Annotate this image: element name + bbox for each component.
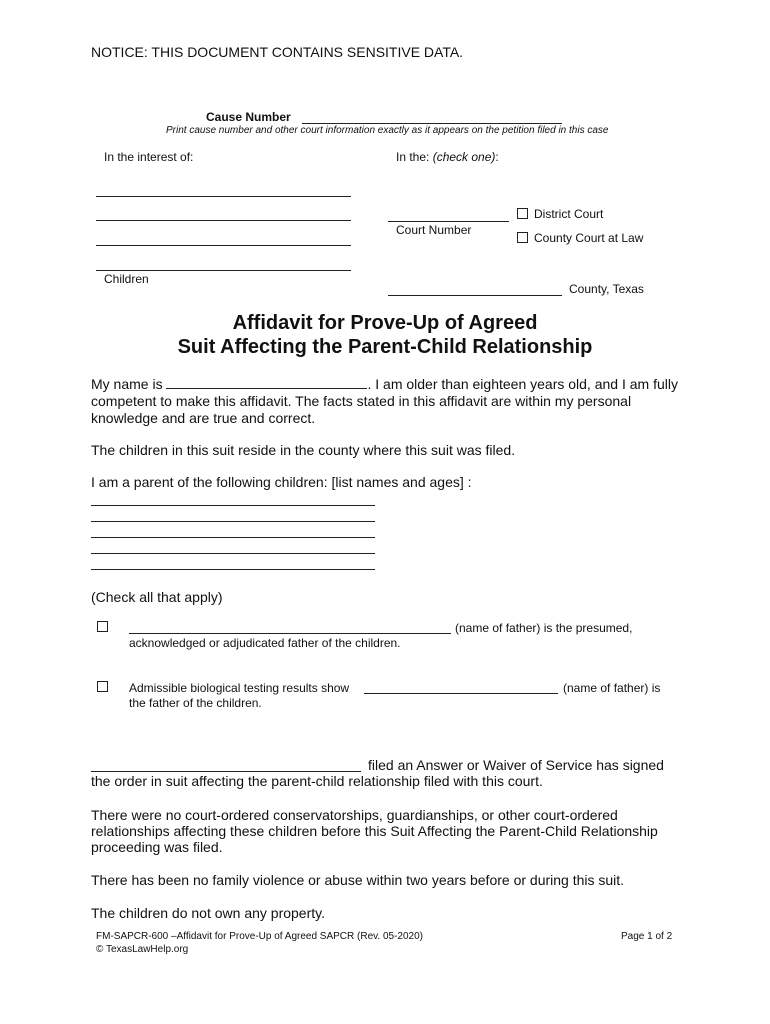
check-one-text: (check one): [432, 150, 496, 164]
parent-of-statement: I am a parent of the following children: [list names and ages] :: [91, 474, 472, 490]
cause-number-label: Cause Number: [206, 110, 291, 124]
district-court-checkbox[interactable]: [517, 208, 528, 219]
interest-of-line-4[interactable]: [96, 270, 351, 271]
answer-waiver-line-2: the order in suit affecting the parent-child relationship filed with this court.: [91, 773, 543, 789]
interest-of-line-3[interactable]: [96, 245, 351, 246]
biological-testing-checkbox[interactable]: [97, 681, 108, 692]
presumed-father-checkbox[interactable]: [97, 621, 108, 632]
child-name-line-2[interactable]: [91, 521, 375, 522]
name-prefix: My name is: [91, 376, 163, 392]
presumed-father-name-field[interactable]: [129, 633, 451, 634]
document-title-line-1: Affidavit for Prove-Up of Agreed: [232, 312, 538, 334]
in-the-text: In the:: [396, 150, 430, 164]
family-violence-statement: There has been no family violence or abuse within two years before or during this suit.: [91, 872, 625, 888]
property-statement: The children do not own any property.: [91, 905, 325, 921]
conservatorship-line-1: There were no court-ordered conservatorships, guardianships, or other court-ordered: [91, 807, 618, 823]
footer-form-id: FM-SAPCR-600 –Affidavit for Prove-Up of Agreed SAPCR (Rev. 05-2020): [96, 931, 423, 942]
in-the-label: [396, 150, 499, 164]
footer-page-number: Page 1 of 2: [621, 931, 673, 942]
biological-testing-suffix: (name of father) is: [563, 681, 661, 695]
child-name-line-1[interactable]: [91, 505, 375, 506]
biological-testing-line-2: the father of the children.: [129, 696, 262, 710]
name-sentence: [91, 376, 678, 392]
interest-of-line-2[interactable]: [96, 220, 351, 221]
cause-number-field[interactable]: [302, 123, 562, 124]
knowledge-line: knowledge and are true and correct.: [91, 410, 316, 426]
county-texas-label: County, Texas: [569, 282, 644, 296]
footer-copyright: © TexasLawHelp.org: [96, 944, 189, 955]
county-court-label: County Court at Law: [534, 231, 644, 245]
biological-testing-prefix: Admissible biological testing results show: [129, 681, 350, 695]
name-suffix: . I am older than eighteen years old, and I am fully: [367, 376, 678, 392]
county-name-field[interactable]: [388, 295, 562, 296]
child-name-line-5[interactable]: [91, 569, 375, 570]
county-court-checkbox[interactable]: [517, 232, 528, 243]
document-title-line-2: Suit Affecting the Parent-Child Relationship: [177, 336, 593, 358]
conservatorship-line-2: relationships affecting these children before this Suit Affecting the Parent-Child Relationship: [91, 823, 658, 839]
court-number-label: Court Number: [396, 223, 472, 237]
children-label: Children: [104, 272, 149, 286]
child-name-line-3[interactable]: [91, 537, 375, 538]
competence-line: competent to make this affidavit. The facts stated in this affidavit are within my personal: [91, 393, 632, 409]
court-number-field[interactable]: [388, 221, 509, 222]
biological-father-name-field[interactable]: [364, 693, 558, 694]
in-the-colon: :: [495, 150, 499, 164]
answer-waiver-suffix: filed an Answer or Waiver of Service has signed: [368, 757, 664, 773]
check-all-instruction: (Check all that apply): [91, 589, 223, 605]
interest-of-line-1[interactable]: [96, 196, 351, 197]
cause-number-instruction: Print cause number and other court information exactly as it appears on the petition filed in this case: [166, 125, 609, 136]
child-name-line-4[interactable]: [91, 553, 375, 554]
affiant-name-field[interactable]: [166, 376, 367, 389]
presumed-father-line-2: acknowledged or adjudicated father of the children.: [129, 636, 401, 650]
children-reside-statement: The children in this suit reside in the county where this suit was filed.: [91, 442, 516, 458]
conservatorship-line-3: proceeding was filed.: [91, 839, 223, 855]
sensitive-data-notice: NOTICE: THIS DOCUMENT CONTAINS SENSITIVE DATA.: [91, 44, 464, 60]
respondent-name-field[interactable]: [91, 771, 361, 772]
presumed-father-suffix: (name of father) is the presumed,: [455, 621, 633, 635]
interest-of-label: In the interest of:: [104, 150, 194, 164]
district-court-label: District Court: [534, 207, 604, 221]
